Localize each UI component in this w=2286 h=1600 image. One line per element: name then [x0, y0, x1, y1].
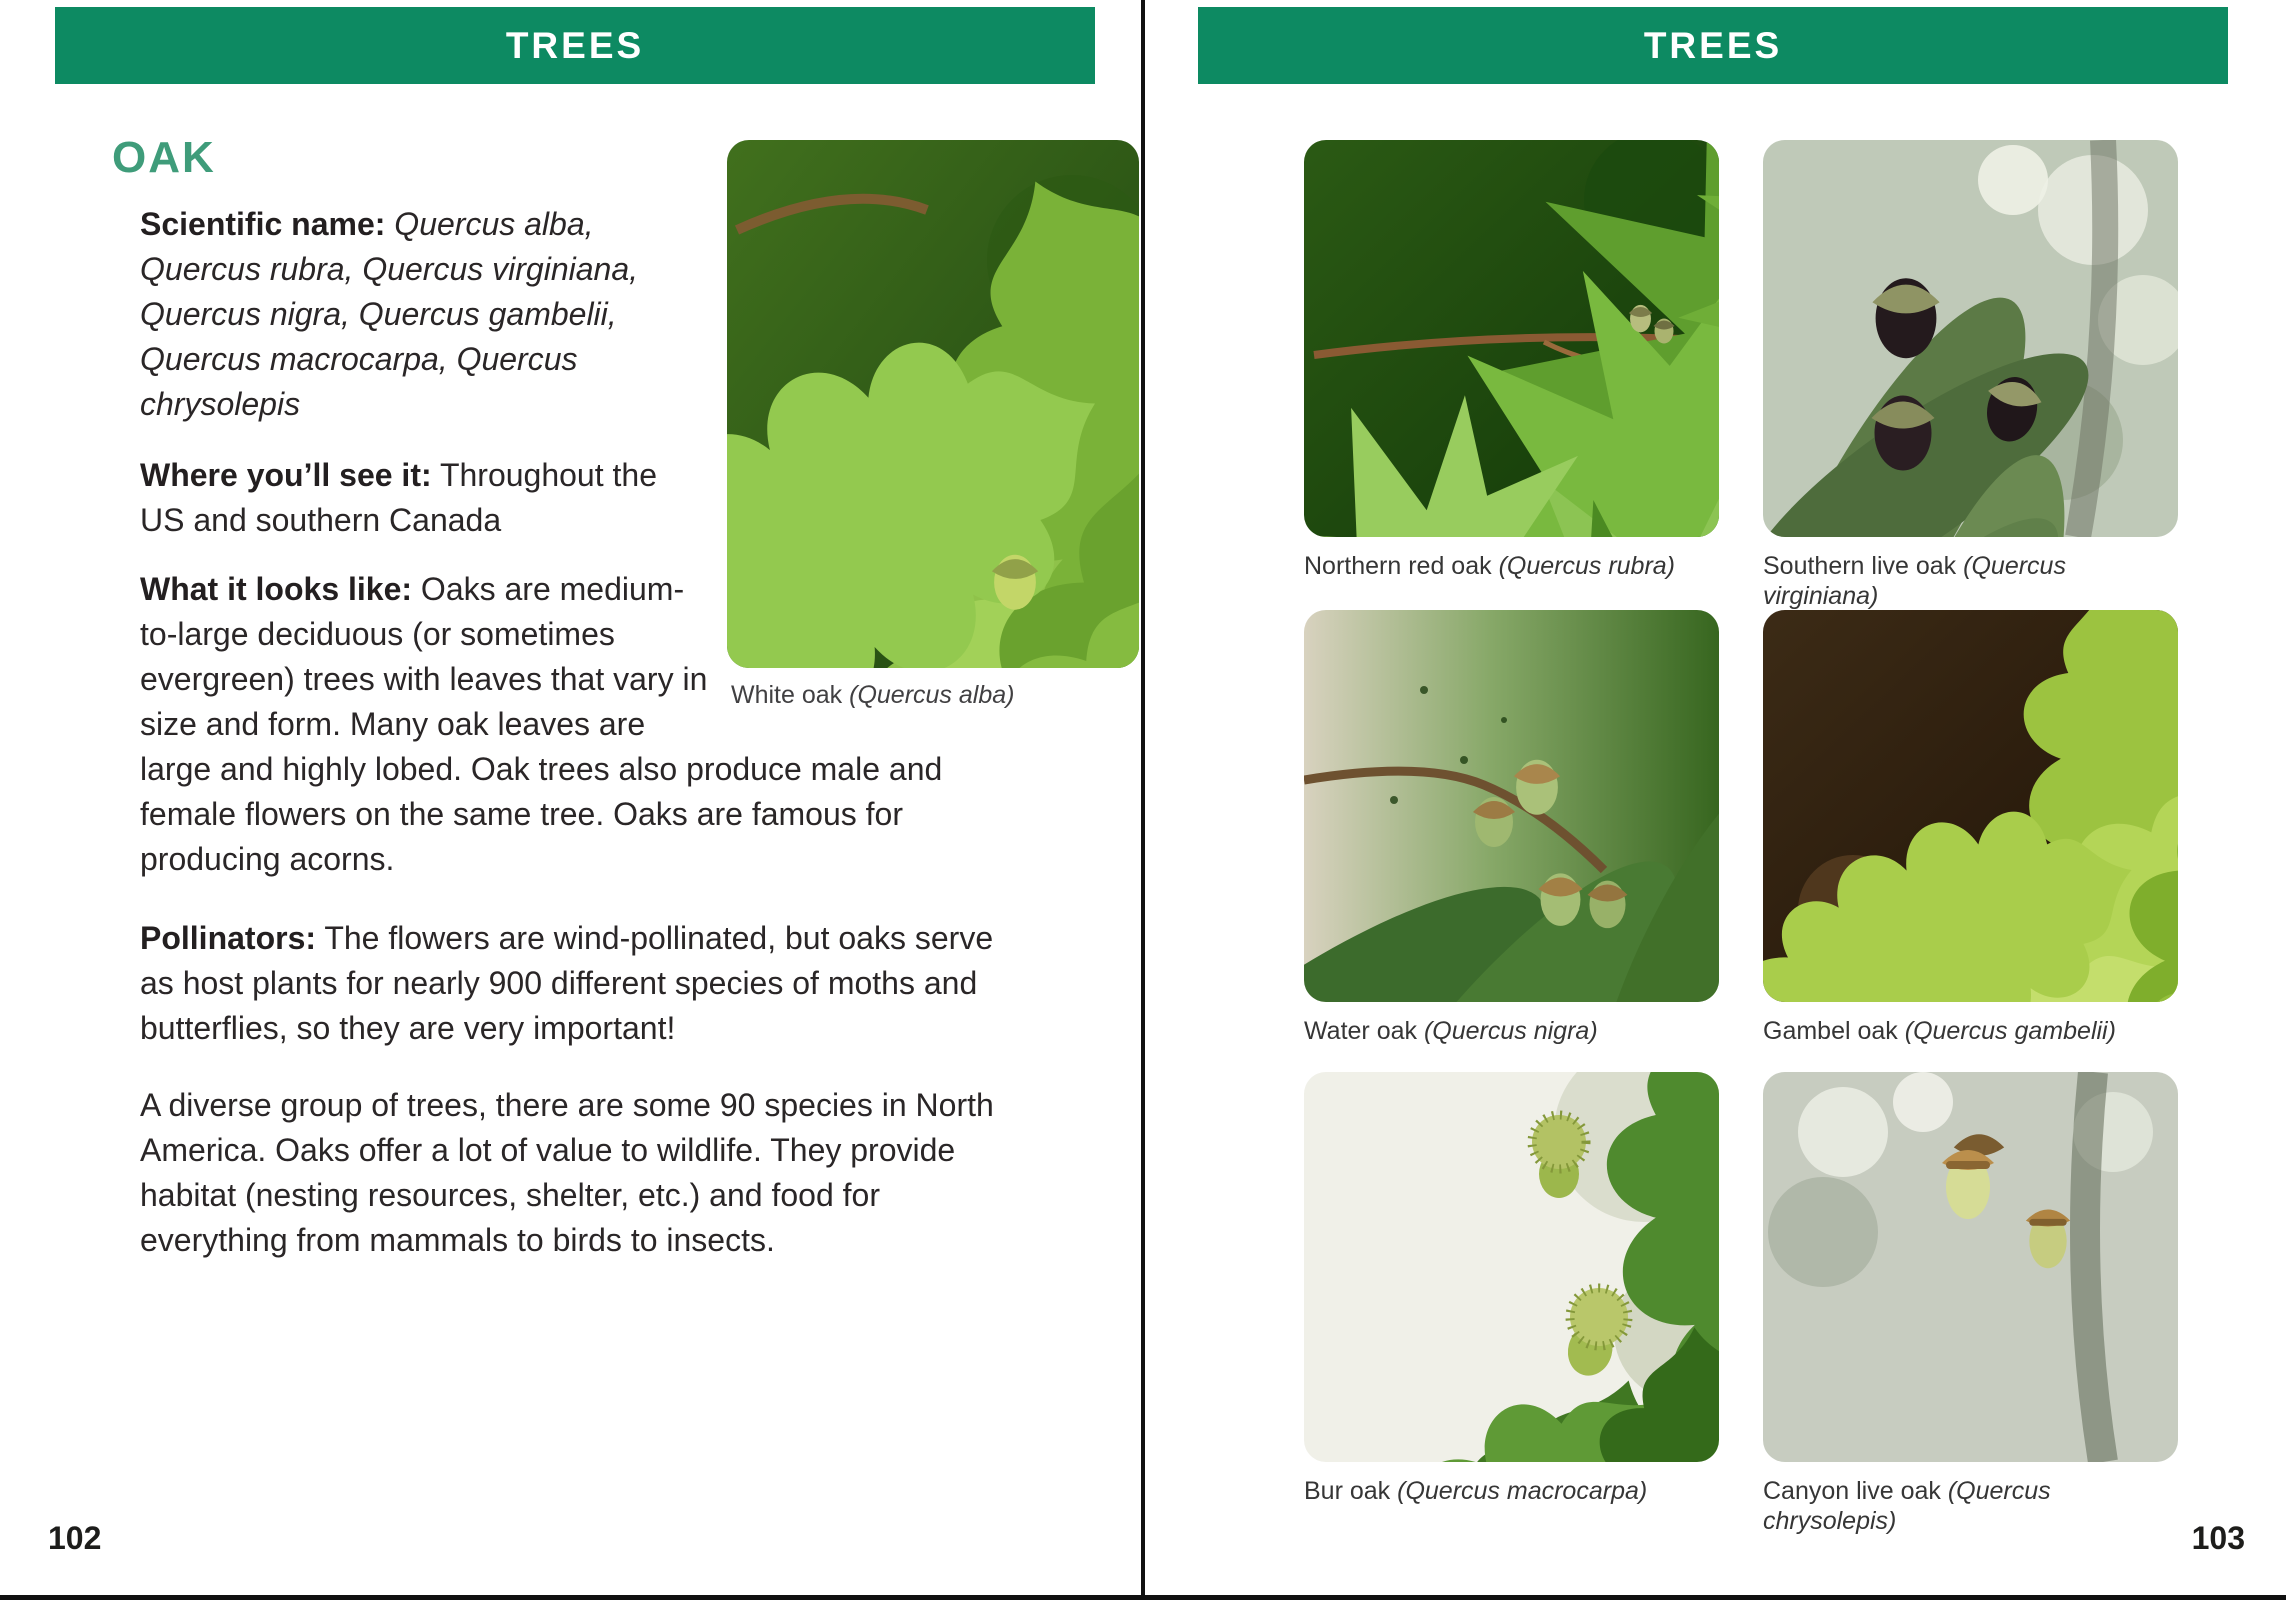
right-header-band: [1198, 7, 2228, 84]
white-oak-caption: White oak (Quercus alba): [731, 681, 1015, 709]
page-left: [0, 0, 1141, 1600]
closing-paragraph: A diverse group of trees, there are some 90 species in North America. Oaks offer a lot of value to wildlife. They provide habitat (nesting resources, shelter, etc.) and food for everything from mammals to birds to insects.: [140, 1087, 994, 1258]
caption-bur-oak: Bur oak (Quercus macrocarpa): [1304, 1477, 1648, 1505]
photo-northern-red-oak: [1304, 140, 1719, 581]
caption-northern-red-oak: Northern red oak (Quercus rubra): [1304, 552, 1676, 580]
photo-southern-live-oak: [1763, 140, 2178, 611]
page-right: [1145, 0, 2286, 1600]
right-header-title: TREES: [1643, 24, 1783, 66]
where-paragraph: Where you’ll see it: Throughout the US and southern Canada: [140, 457, 657, 538]
scientific-name-paragraph: Scientific name: Quercus alba, Quercus rubra, Quercus virginiana, Quercus nigra, Quercus gambelii, Quercus macrocarpa, Quercus chrysolepis: [140, 206, 638, 422]
caption-gambel-oak: Gambel oak (Quercus gambelii): [1763, 1017, 2116, 1045]
pollinators-paragraph: Pollinators: The flowers are wind-pollinated, but oaks serve as host plants for nearly 900 different species of moths and butterflies, so they are very important!: [140, 920, 994, 1046]
page-number-right: 103: [2191, 1520, 2245, 1556]
page-title: OAK: [112, 133, 216, 182]
left-header-band: [55, 7, 1095, 84]
photo-water-oak: [1304, 610, 1719, 1046]
looks-paragraph: What it looks like: Oaks are medium-to-large deciduous (or sometimes evergreen) trees with leaves that vary in size and form. Many oak leaves are large and highly lobed. Oak trees also produce male and female flowers on the same tree. Oaks are famous for producing acorns.: [140, 571, 943, 877]
caption-water-oak: Water oak (Quercus nigra): [1304, 1017, 1598, 1045]
left-content: [112, 84, 1139, 1263]
photo-canyon-live-oak: [1763, 1072, 2178, 1536]
page-edge-bottom: [0, 1595, 2286, 1600]
left-header-title: TREES: [505, 24, 645, 66]
caption-southern-live-oak: Southern live oak (Quercus virginiana): [1763, 552, 2066, 610]
photo-bur-oak: [1304, 1072, 1719, 1506]
page-number-left: 102: [48, 1520, 102, 1556]
white-oak-figure: [727, 140, 1139, 710]
caption-canyon-live-oak: Canyon live oak (Quercus chrysolepis): [1763, 1477, 2051, 1535]
photo-gambel-oak: [1763, 610, 2178, 1046]
white-oak-photo: [727, 140, 1139, 668]
